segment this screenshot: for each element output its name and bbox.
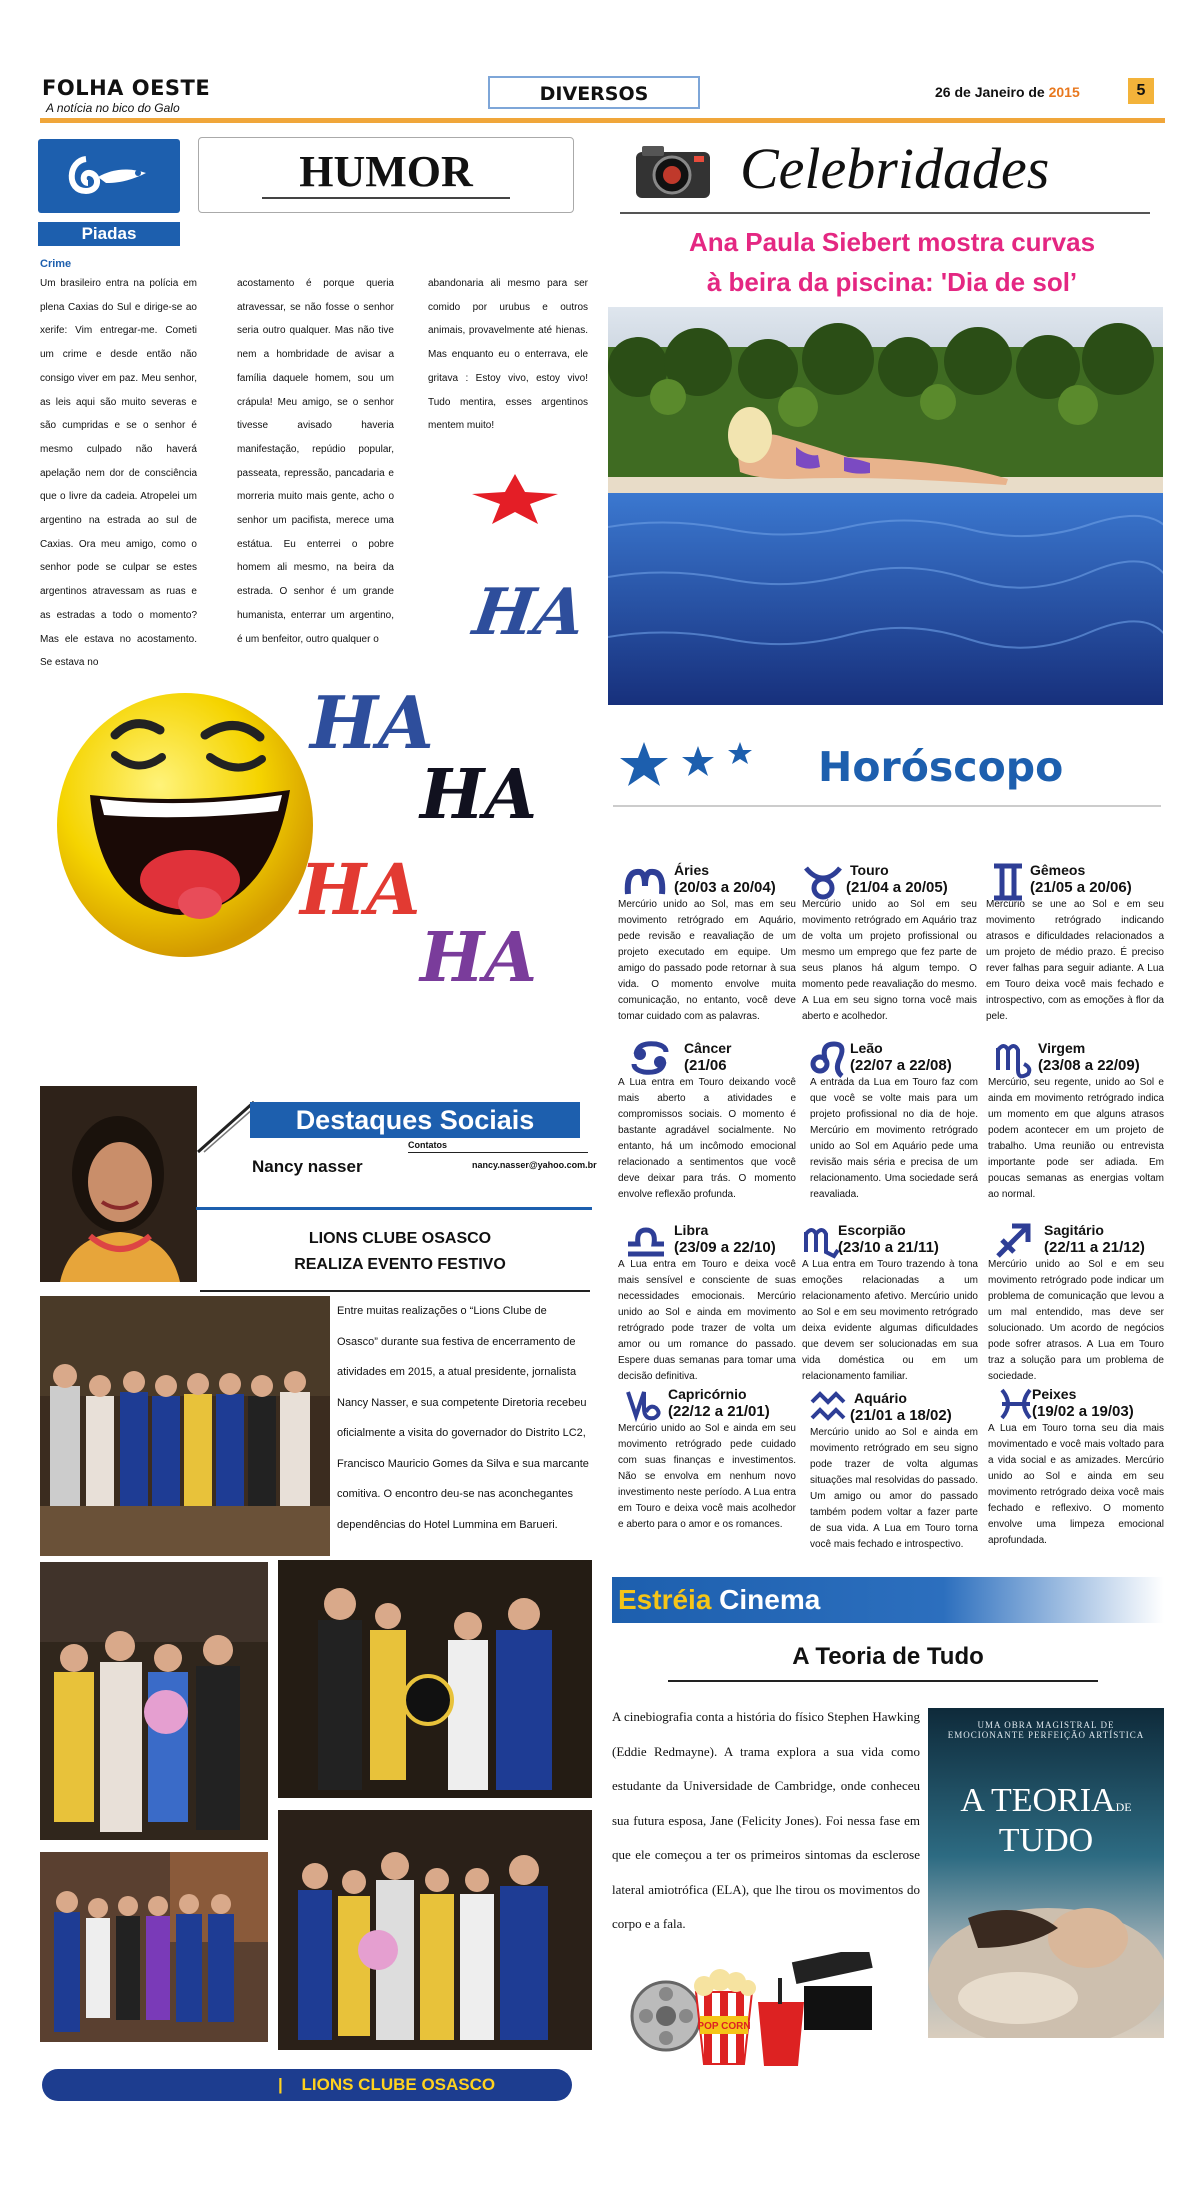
sign-dates: (23/10 a 21/11) <box>838 1239 939 1256</box>
lions-footer-text: LIONS CLUBE OSASCO <box>301 2075 496 2094</box>
joke-column-2: acostamento é porque queria atravessar, se não fosse o senhor seria outro qualquer. Mas não tive nem a hombridade de avisar a família daquele homem, sou um crápula! Meu amigo, se o senhor tivesse avisado haveria manifestação, repúdio popular, passeata, repressão, pancadaria e morreria muito mais gente, acho o senhor um pacifista, merece uma estátua. Eu enterrei o pobre homem ali mesmo, na beira da estrada. O senhor é um grande humanista, enterrar um argentino, é um benfeitor, outro qualquer o <box>237 278 394 645</box>
destaques-accent-line <box>196 1094 256 1154</box>
sign-text: A Lua em Touro torna seu dia mais movimentado e você mais voltado para a vida social e as amizades. Mercúrio unido ao Sol e ainda em seu movimento retrógrado deixa você mais fechado e reflexivo. O momento envolve uma limpeza emocional aprofundada. <box>988 1423 1164 1546</box>
sign-aquario <box>810 1390 978 1553</box>
lions-divider <box>200 1290 590 1292</box>
sign-dates: (21/06 <box>684 1057 727 1074</box>
sign-name: Peixes <box>1032 1386 1077 1402</box>
poster-title-line-2: TUDO <box>998 1822 1094 1859</box>
laugh-text-3: HA <box>420 755 538 835</box>
gemini-icon <box>990 862 1026 902</box>
destaques-divider <box>196 1207 592 1210</box>
pisces-icon <box>996 1386 1036 1422</box>
horoscope-divider <box>613 805 1161 807</box>
camera-icon <box>632 140 714 202</box>
popcorn-label: POP CORN <box>697 2021 751 2032</box>
sign-name: Touro <box>850 862 889 878</box>
movie-synopsis: A cinebiografia conta a história do físico Stephen Hawking (Eddie Redmayne). A trama explora a sua vida como estudante da Universidade de Cambridge, onde conheceu sua futura esposa, Jane (Felicity Jones). Foi nessa fase em que ele começou a ter os primeiros sintomas da esclerose lateral amiotrófica (ELA), que lhe tirou os movimentos do corpo e a fala. <box>612 1709 920 1931</box>
page-number: 5 <box>1128 78 1154 104</box>
libra-icon <box>626 1224 666 1258</box>
joke-heading: Crime <box>40 258 72 270</box>
sign-name: Áries <box>674 862 710 878</box>
sign-name: Aquário <box>854 1390 907 1406</box>
date-year: 2015 <box>1048 84 1080 100</box>
lions-photo-5 <box>278 1810 592 2050</box>
lions-headline-line-1: LIONS CLUBE OSASCO <box>308 1230 492 1247</box>
sign-name: Sagitário <box>1044 1222 1104 1238</box>
contatos-label: Contatos <box>408 1140 447 1150</box>
cinema-title-estreia: Estréia <box>618 1584 712 1615</box>
section-title: DIVERSOS <box>488 76 700 109</box>
sign-dates: (22/11 a 21/12) <box>1044 1239 1145 1256</box>
newspaper-slogan: A notícia no bico do Galo <box>46 101 180 115</box>
laugh-text-5: HA <box>420 918 538 998</box>
sign-capricornio <box>618 1386 796 1533</box>
lions-footer-separator: | <box>278 2075 283 2094</box>
sign-text: Mercúrio, seu regente, unido ao Sol e ainda em movimento retrógrado indica um momento em que alguns atrasos podem acontecer em um projeto de trabalho. Uma reunião ou entrevista importante pode ser adiada. Em poucas semanas as energias voltam ao normal. <box>988 1077 1164 1200</box>
sign-name: Leão <box>850 1040 883 1056</box>
poster-title <box>928 1784 1164 1858</box>
lions-footer-banner <box>42 2069 572 2101</box>
celebridades-headline-line-2: à beira da piscina: 'Dia de sol’ <box>706 267 1078 297</box>
nancy-portrait <box>40 1086 197 1282</box>
poster-tagline: UMA OBRA MAGISTRAL DE EMOCIONANTE PERFEIÇÃO ARTÍSTICA <box>947 1720 1145 1740</box>
movie-title-underline <box>668 1680 1098 1682</box>
lions-headline <box>240 1226 560 1278</box>
celebridades-title: Celebridades <box>740 136 1050 201</box>
sign-name: Capricórnio <box>668 1386 747 1402</box>
sign-dates: (20/03 a 20/04) <box>674 879 776 896</box>
movie-title: A Teoria de Tudo <box>792 1643 984 1670</box>
lions-photo-4 <box>278 1560 592 1798</box>
sign-touro <box>802 862 977 1025</box>
sign-name: Virgem <box>1038 1040 1086 1056</box>
columnist-name: Nancy nasser <box>252 1157 363 1176</box>
sign-text: Mercúrio unido ao Sol e em seu movimento retrógrado pode indicar um problema de comunicação que levou a um mal entendido, mas deve ser solucionado. Um acordo de negócios pode sofrer atrasos. A Lua em Touro traz a solução para um problema de sociedade. <box>988 1259 1164 1382</box>
capricorn-icon <box>624 1386 664 1424</box>
lions-photo-3 <box>40 1852 268 2042</box>
sign-text: Mercúrio unido ao Sol e ainda em movimento retrógrado em seu signo pode trazer de volta algumas situações mal resolvidas do passado. Um amigo ou amor do passado também podem voltar a fazer parte de sua vida. A Lua em Touro torna você mais fechado e introspectivo. <box>810 1427 978 1550</box>
sign-leao <box>810 1040 978 1203</box>
movie-poster <box>928 1708 1164 2038</box>
laugh-text-1: HA <box>468 575 590 650</box>
sign-dates: (21/01 a 18/02) <box>850 1407 952 1424</box>
sign-virgem <box>988 1040 1164 1203</box>
contatos-divider <box>408 1152 588 1153</box>
sign-text: Mercúrio unido ao Sol, mas em seu movimento retrógrado em Aquário, pede revisão e reavaliação de um projeto executado em equipe. Um amigo do passado pode retornar à sua vida. O momento envolve muita comunicação, no entanto, você deve tomar cuidado com as palavras. <box>618 899 796 1022</box>
sign-cancer <box>618 1040 796 1203</box>
sign-text: A entrada da Lua em Touro faz com que você se volte mais para um projeto profissional no dia de hoje. Mercúrio em movimento retrógrado unido ao Sol em Aquário pede uma revisão mais séria e precisa de um relacionamento. Uma sociedade será reavaliada. <box>810 1077 978 1200</box>
header-divider <box>40 118 1165 123</box>
lions-group-photo <box>40 1296 330 1556</box>
sign-text: A Lua entra em Touro trazendo à tona emoções relacionadas a um relacionamento afetivo. Mercúrio unido ao Sol e em seu movimento retrógrado deixa evidente algumas dificuldades que devem ser solucionadas em sua vida doméstica ou em um relacionamento familiar. <box>802 1259 978 1382</box>
horoscope-stars-icon <box>618 738 768 788</box>
sign-dates: (21/05 a 20/06) <box>1030 879 1132 896</box>
sign-dates: (23/08 a 22/09) <box>1038 1057 1140 1074</box>
sign-name: Câncer <box>684 1040 732 1056</box>
lions-headline-line-2: REALIZA EVENTO FESTIVO <box>294 1256 506 1273</box>
aries-icon <box>622 864 668 900</box>
newspaper-brand: FOLHA OESTE <box>42 76 211 100</box>
piadas-tab: Piadas <box>38 222 180 246</box>
sign-name: Gêmeos <box>1030 862 1086 878</box>
sign-name: Escorpião <box>838 1222 906 1238</box>
cancer-icon <box>630 1040 670 1076</box>
humor-title: HUMOR <box>198 137 574 213</box>
columnist-email[interactable]: nancy.nasser@yahoo.com.br <box>472 1160 597 1170</box>
joke-column-3: abandonaria ali mesmo para ser comido por urubus e outros animais, provavelmente até hienas. Mas enquanto eu o enterrava, ele gritava : Estoy vivo, estoy vivo! Tudo mentira, esses argentinos mentem muito! <box>428 278 588 432</box>
laugh-text-2: HA <box>310 680 434 765</box>
sign-aries <box>618 862 796 1025</box>
cinema-title-cinema: Cinema <box>711 1584 821 1615</box>
cinema-title-bar <box>612 1577 1164 1623</box>
scorpio-icon <box>802 1222 842 1260</box>
sign-dates: (22/12 a 21/01) <box>668 1403 770 1420</box>
sign-text: Mercúrio se une ao Sol e em seu movimento retrógrado indicando atrasos e dificuldades relacionados a um projeto de médio prazo. É preciso rever falhas para seguir adiante. A Lua em Touro deixa você mais fechado e introspectivo, com as emoções à flor da pele. <box>986 899 1164 1022</box>
horoscope-title: Horóscopo <box>818 743 1064 791</box>
leo-icon <box>810 1040 848 1080</box>
virgo-icon <box>994 1040 1034 1082</box>
sign-dates: (23/09 a 22/10) <box>674 1239 776 1256</box>
pool-photo <box>608 307 1163 705</box>
date-prefix: 26 de Janeiro de <box>935 84 1049 100</box>
sagittarius-icon <box>994 1222 1032 1260</box>
celebridades-headline <box>612 222 1172 302</box>
red-star-icon <box>470 472 560 526</box>
poster-title-line-1: A TEORIA <box>960 1782 1116 1819</box>
celebridades-underline <box>620 212 1150 214</box>
sign-text: Mercúrio unido ao Sol em seu movimento retrógrado em Aquário traz de volta um projeto profissional ou mesmo um emprego que fez parte de seus planos há algum tempo. O momento pede reavaliação do mesmo. A Lua em seu signo torna você mais aberto e acolhedor. <box>802 899 977 1022</box>
celebridades-headline-line-1: Ana Paula Siebert mostra curvas <box>688 227 1096 257</box>
sign-dates: (21/04 a 20/05) <box>846 879 948 896</box>
aquarius-icon <box>810 1390 848 1424</box>
sign-gemeos <box>986 862 1164 1025</box>
poster-title-de: DE <box>1115 1800 1132 1814</box>
sign-name: Libra <box>674 1222 709 1238</box>
sign-libra <box>618 1222 796 1385</box>
popcorn-film-icon <box>628 1952 876 2070</box>
lions-article-body: Entre muitas realizações o “Lions Clube de Osasco” durante sua festiva de encerramento de atividades em 2015, a atual presidente, jornalista Nancy Nasser, e sua competente Diretoria recebeu oficialmente a visita do governador do Distrito LC2, Francisco Mauricio Gomes da Silva e sua marcante comitiva. O encontro deu-se nas aconchegantes dependências do Hotel Lummina em Barueri. <box>337 1305 589 1531</box>
laugh-text-4: HA <box>300 848 421 931</box>
sign-sagitario <box>988 1222 1164 1385</box>
lions-photo-2 <box>40 1562 268 1840</box>
humor-underline <box>262 197 510 199</box>
sign-escorpiao <box>802 1222 978 1385</box>
poster-artwork <box>928 1878 1164 2038</box>
joke-column-1: Um brasileiro entra na polícia em plena Caxias do Sul e dirige-se ao xerife: Vim entregar-me. Cometi um crime e desde então não consigo viver em paz. Meu senhor, as leis aqui são muito severas e são cumpridas e se o senhor é mesmo culpado não haverá apelação nem dor de consciência que o livre da cadeia. Atropelei um argentino na estrada ao sul de Caxias. Ora meu amigo, como o senhor pode se culpar se estes argentinos atravessam as ruas e as estradas a todo o momento? Mas ele estava no acostamento. Se estava no <box>40 278 197 669</box>
sign-peixes <box>988 1386 1164 1549</box>
sign-text: Mercúrio unido ao Sol e ainda em seu movimento retrógrado pede cuidado com suas finanças e investimentos. Não se envolva em nenhum novo investimento neste período. A Lua entra em Touro e deixa você mais acolhedor e aberto para o amor e os romances. <box>618 1423 796 1530</box>
sign-text: A Lua entra em Touro e deixa você mais sensível e consciente de suas necessidades emocionais. Mercúrio unido ao Sol e ainda em movimento retrógrado pode trazer de volta um amor ou um romance do passado. Espere duas semanas para tomar uma decisão definitiva. <box>618 1259 796 1382</box>
sign-dates: (19/02 a 19/03) <box>1032 1403 1134 1420</box>
sign-text: A Lua entra em Touro deixando você mais aberto a atividades e compromissos sociais. O momento é bastante agradável socialmente. No entanto, há um incômodo emocional relacionado a sentimentos que você deve deixar para trás. O momento envolve reflexão profunda. <box>618 1077 796 1200</box>
sign-dates: (22/07 a 22/08) <box>850 1057 952 1074</box>
humor-logo <box>38 139 180 213</box>
taurus-icon <box>802 862 844 900</box>
issue-date <box>935 84 1080 100</box>
destaques-title: Destaques Sociais <box>250 1102 580 1138</box>
humor-logo-icon <box>38 139 180 213</box>
laughing-face-icon <box>40 675 330 965</box>
